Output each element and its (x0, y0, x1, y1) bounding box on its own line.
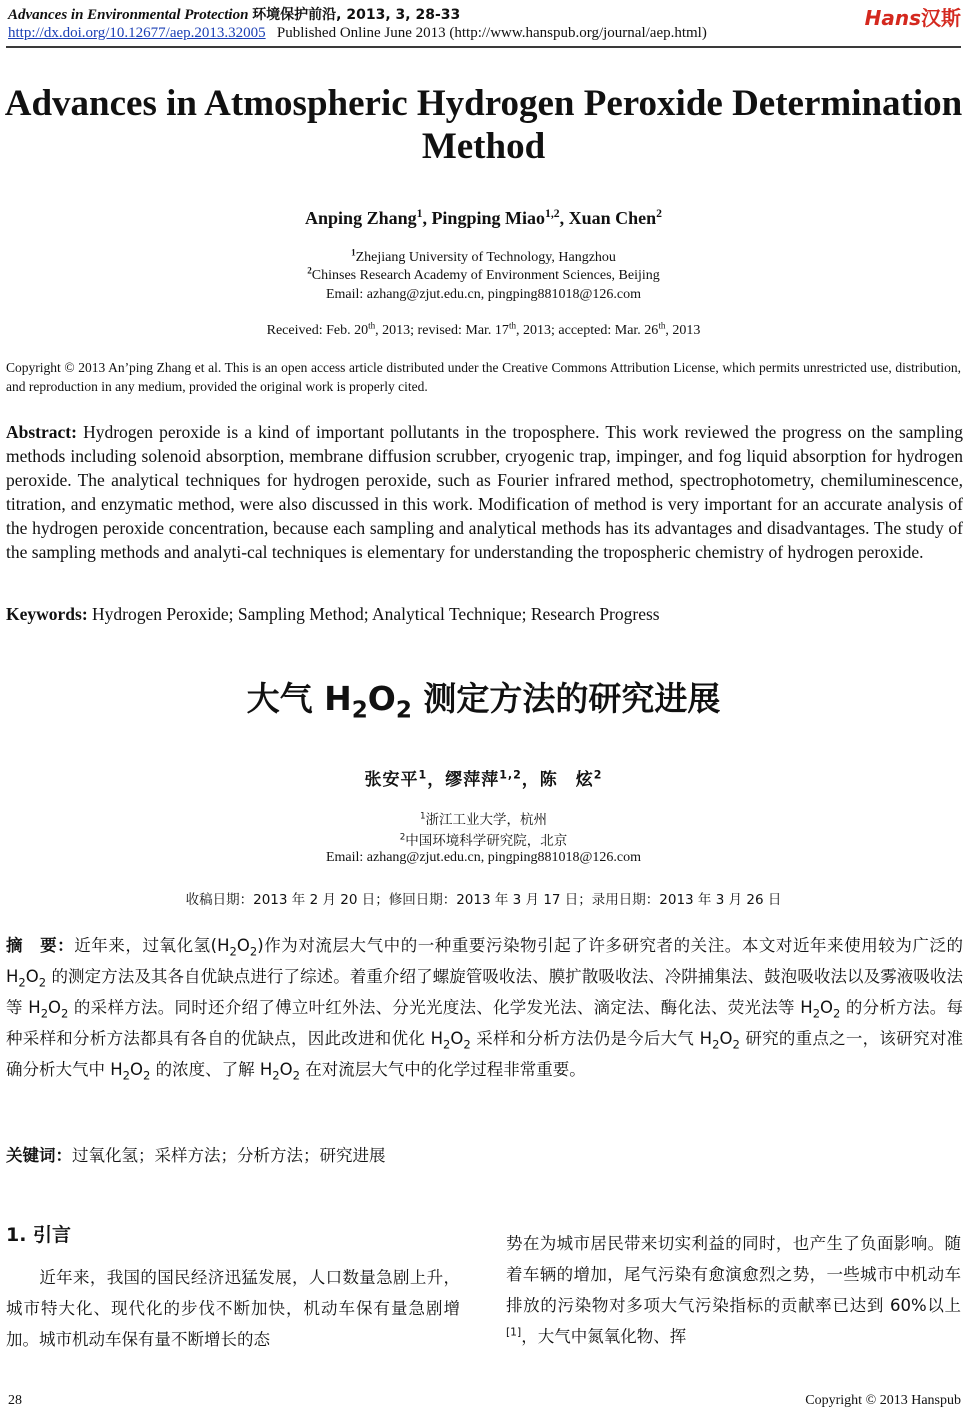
title-cn-part: 测定方法的研究进展 (411, 679, 721, 718)
abstract-cn-text: 近年来，过氧化氢(H (74, 936, 230, 955)
abstract-cn (6, 930, 963, 1085)
author-name: Xuan Chen (568, 208, 657, 228)
subscript: 2 (443, 1037, 451, 1052)
keywords-cn (6, 1142, 961, 1166)
body-text: 势在为城市居民带来切实利益的同时，也产生了负面影响。随着车辆的增加，尾气污染有愈演愈烈之势，一些城市中机动车排放的污染物对多项大气污染指标的贡献率已达到 60%以上 (506, 1234, 961, 1315)
title-cn-part: 大气 H (246, 679, 352, 718)
received-text: Received: Feb. 20 (266, 323, 369, 338)
body-text: 近年来，我国的国民经济迅猛发展，人口数量急剧上升，城市特大化、现代化的步伐不断加快，机动车保有量急剧增加。城市机动车保有量不断增长的态 (6, 1268, 460, 1349)
author-list-cn (0, 765, 967, 790)
hans-logo (865, 2, 961, 31)
abstract-cn-text: 研究的重点之一，该研究对准确分析大气中 H (6, 1029, 963, 1079)
author-name-cn: 缪萍萍 (445, 770, 500, 790)
abstract-cn-text: 采样和分析方法仍是今后大气 H (470, 1029, 713, 1048)
journal-name: Advances in Environmental Protection (8, 7, 249, 23)
subscript: 2 (732, 1037, 740, 1052)
aff-sup: 2 (307, 265, 312, 276)
affiliation-cn-1 (0, 808, 967, 828)
body-column-left (6, 1262, 460, 1355)
section-heading: 1. 引言 (6, 1224, 72, 1246)
subscript: 2 (292, 1068, 300, 1083)
affiliation-2 (0, 265, 967, 284)
aff-text-cn: 浙江工业大学，杭州 (425, 812, 548, 828)
published-online: Published Online June 2013 (http://www.hanspub.org/journal/aep.html) (276, 25, 707, 41)
header-rule (6, 46, 961, 48)
logo-text-cn: 汉斯 (921, 6, 961, 30)
subscript: 2 (351, 697, 368, 724)
keywords-label-cn: 关键词： (6, 1146, 72, 1165)
author-sup: 2 (593, 768, 603, 782)
ordinal-sup: th (368, 320, 376, 331)
abstract-cn-text: )作为对流层大气中的一种重要污染物引起了许多研究者的关注。本文对近年来使用较为广泛的 H (6, 936, 963, 986)
subscript: 2 (812, 1006, 821, 1021)
abstract-text: Hydrogen peroxide is a kind of important pollutants in the troposphere. This work reviewed the progress on the sampling methods including solenoid absorption, membrane diffusion scrubber, cryogenic trap, impinger, and fog liquid absorption for hydrogen peroxide. The analytical techniques for hydrogen peroxide, such as Fourier infrared method, spectrophotometry, chemiluminescence, titration, and enzymatic method, were also discussed in this work. Modification of method is very important for an accurate analysis of the hydrogen peroxide concentration, because each sampling and analytical methods has its advantages and disadvantages. The study of the sampling methods and analyti-cal techniques is elementary for understanding the tropospheric chemistry of hydrogen peroxide. (6, 422, 963, 562)
abstract-cn-text: 的采样方法。同时还介绍了傅立叶红外法、分光光度法、化学发光法、滴定法、酶化法、荧光法等 H (68, 998, 813, 1017)
subscript: 2 (40, 1006, 49, 1021)
aff-sup: 1 (351, 247, 356, 258)
author-list: Anping Zhang$^1$, Pingping Miao$^{1,2}$, Xuan Chen$^2$ (305, 207, 662, 228)
abstract-cn-text: 在对流层大气中的化学过程非常重要。 (300, 1060, 586, 1079)
abstract-cn-text: O (279, 1060, 293, 1079)
abstract-cn-text: 的浓度、了解 H (150, 1060, 273, 1079)
abstract-cn-text: O (450, 1029, 464, 1048)
subscript: 2 (122, 1068, 131, 1083)
accepted-text: , 2013; accepted: Mar. 26 (516, 323, 659, 338)
abstract-en (6, 420, 963, 564)
subscript: 2 (249, 944, 258, 959)
author-sup: 1,2 (544, 207, 560, 220)
copyright-notice: Copyright © 2013 An’ping Zhang et al. This is an open access article distributed under the Creative Commons Attribution License, which permits unrestricted use, distribution, and reproduction in any medium, provided the original work is properly cited. (6, 360, 961, 394)
journal-header (8, 4, 460, 24)
abstract-cn-text: 的分析方法。每种采样和分析方法都具有各自的优缺点，因此改进和优化 H (6, 998, 963, 1048)
subscript: 2 (272, 1068, 280, 1083)
aff-text: Chinses Research Academy of Environment Sciences, Beijing (311, 268, 660, 283)
citation-ref[interactable]: [1] (506, 1325, 522, 1339)
paper-title-cn (0, 673, 967, 724)
author-name-cn: 张安平 (364, 770, 419, 790)
separator: ， (521, 770, 540, 790)
author-sup: 1 (416, 207, 423, 220)
abstract-cn-text: O (236, 936, 250, 955)
aff-sup: 2 (399, 832, 406, 843)
author-sup: 1 (418, 768, 428, 782)
keywords-en (6, 604, 961, 625)
ordinal-sup: th (658, 320, 666, 331)
keywords-label: Keywords: (6, 604, 88, 624)
paper-title: Advances in Atmospheric Hydrogen Peroxide Determination Method (4, 83, 963, 167)
author-name: Pingping Miao (431, 208, 545, 228)
abstract-cn-text: O (25, 967, 39, 986)
abstract-cn-text: O (820, 998, 834, 1017)
subscript: 2 (833, 1006, 841, 1021)
keywords-text-cn: 过氧化氢；采样方法；分析方法；研究进展 (72, 1146, 386, 1165)
author-email: Email: azhang@zjut.edu.cn, pingping881018@126.com (325, 287, 642, 302)
title-cn-part: O (367, 679, 396, 718)
abstract-label-cn: 摘 要： (6, 936, 75, 955)
page-number: 28 (8, 1393, 22, 1408)
abstract-cn-text: 的测定方法及其各自优缺点进行了综述。着重介绍了螺旋管吸收法、膜扩散吸收法、冷阱捕集法、鼓泡吸收法以及雾液吸收法等 H (6, 967, 963, 1017)
affiliation-1 (0, 247, 967, 266)
doi-line (8, 25, 707, 42)
year-text: , 2013 (665, 323, 701, 338)
received-dates-cn: 收稿日期：2013 年 2 月 20 日；修回日期：2013 年 3 月 17 日；录用日期：2013 年 3 月 26 日 (185, 892, 782, 908)
subscript: 2 (61, 1006, 69, 1021)
aff-text-cn: 中国环境科学研究院，北京 (405, 833, 568, 849)
subscript: 2 (229, 944, 237, 959)
abstract-cn-text: O (719, 1029, 733, 1048)
author-email-cn: Email: azhang@zjut.edu.cn, pingping881018@126.com (325, 850, 642, 865)
ordinal-sup: th (508, 320, 517, 331)
revised-text: , 2013; revised: Mar. 17 (375, 323, 509, 338)
separator: ， (427, 770, 446, 790)
aff-text: Zhejiang University of Technology, Hangzhou (355, 250, 616, 265)
abstract-label: Abstract: (6, 422, 77, 442)
body-text: ，大气中氮氧化物、挥 (521, 1327, 687, 1346)
journal-name-cn: 环境保护前沿, 2013, 3, 28-33 (252, 7, 461, 23)
author-sup: 2 (656, 207, 662, 220)
subscript: 2 (395, 697, 412, 724)
received-dates (0, 320, 967, 339)
subscript: 2 (38, 975, 47, 990)
body-column-right (506, 1228, 961, 1352)
subscript: 2 (18, 975, 26, 990)
subscript: 2 (712, 1037, 720, 1052)
author-sup: 1,2 (499, 768, 522, 782)
affiliation-cn-2 (0, 829, 967, 849)
author-name-cn: 陈 炫 (539, 770, 594, 790)
keywords-text: Hydrogen Peroxide; Sampling Method; Analytical Technique; Research Progress (92, 604, 660, 624)
footer-copyright: Copyright © 2013 Hanspub (805, 1393, 961, 1408)
doi-link[interactable]: http://dx.doi.org/10.12677/aep.2013.32005 (8, 25, 266, 41)
subscript: 2 (143, 1068, 151, 1083)
subscript: 2 (463, 1037, 471, 1052)
author-name: Anping Zhang (305, 208, 417, 228)
abstract-cn-text: O (48, 998, 62, 1017)
aff-sup: 1 (419, 811, 426, 822)
logo-text-en: Hans (864, 6, 921, 30)
abstract-cn-text: O (130, 1060, 144, 1079)
